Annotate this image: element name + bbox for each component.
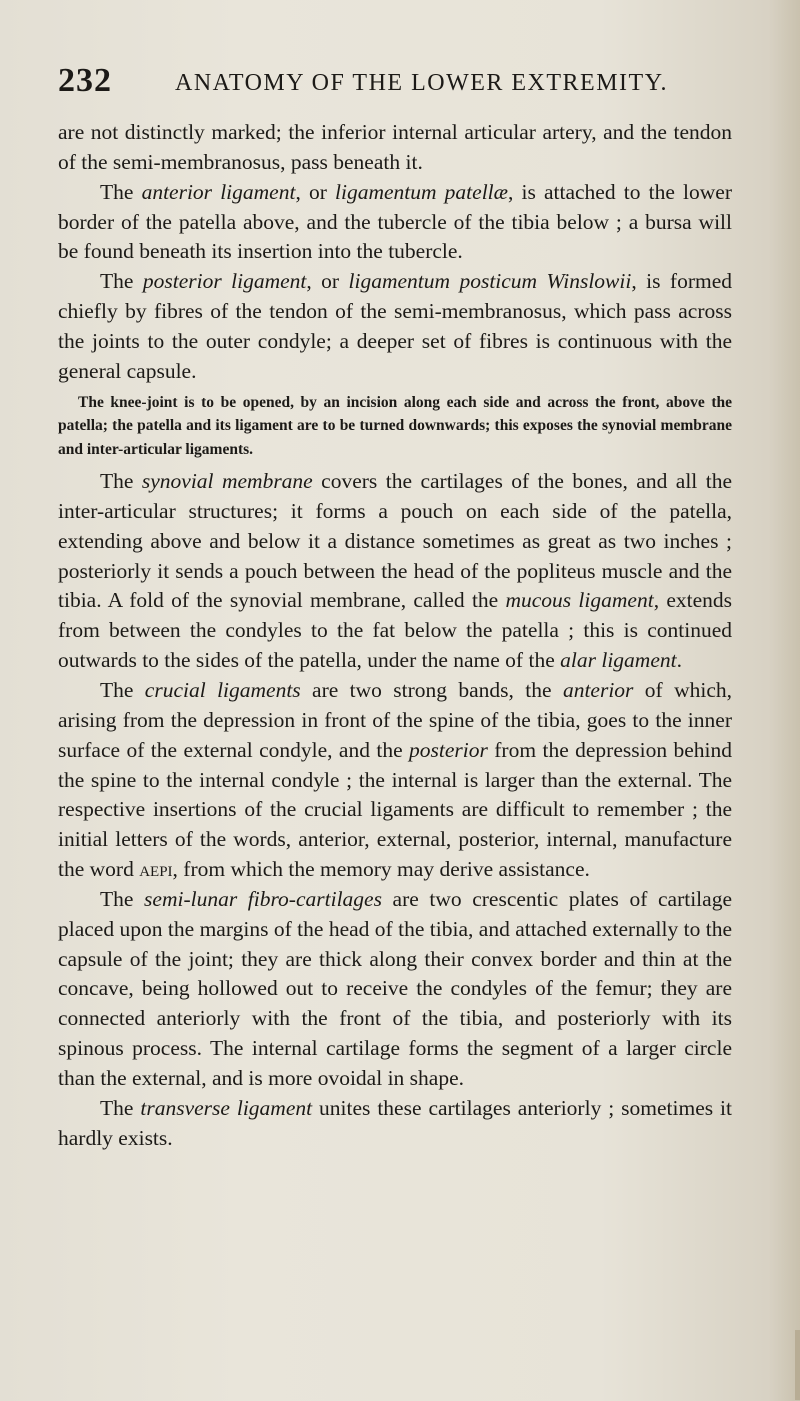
paragraph-posterior-ligament: [58, 267, 732, 386]
term-ligamentum-patellae: ligamentum patellæ: [335, 179, 508, 204]
dissection-note: The knee-joint is to be opened, by an incision along each side and across the front, above the patella; the patella and its ligament are to be turned downwards; this exposes the synovial membrane and inter-articular ligaments.: [58, 393, 732, 458]
page-edge-shadow: [795, 1330, 800, 1400]
term-alar-ligament: alar ligament: [560, 648, 677, 673]
text-run: of which, arising from the depression in front of the spine of the tibia, goes to the inner surface of the external condyle, and the: [58, 678, 732, 762]
paragraph-anterior-ligament: [58, 178, 732, 268]
text-run: , is attached to the lower border of the patella above, and the tubercle of the tibia below ; a bursa will be found beneath its insertion into the tubercle.: [58, 179, 732, 264]
text-run: .: [676, 648, 682, 673]
term-posterior-ligament: posterior ligament: [142, 269, 307, 294]
word-aepi: aepi: [139, 857, 173, 882]
term-semilunar-fibro-cartilages: semi-lunar fibro-cartilages: [144, 886, 382, 911]
text-run: , from which the memory may derive assistance.: [172, 857, 590, 882]
text-run: , or: [295, 179, 336, 204]
term-synovial-membrane: synovial membrane: [141, 469, 313, 494]
paragraph-transverse-ligament: [58, 1094, 732, 1154]
text-run: are two crescentic plates of cartilage placed upon the margins of the head of the tibia, and attached externally to the capsule of the joint; they are thick along their convex border and thin at the concave, being hollowed out to receive the condyles of the femur; they are connected anteriorly with the front of the tibia, and posteriorly with its spinous process. The internal cartilage forms the segment of a larger circle than the external, and is more ovoidal in shape.: [58, 886, 732, 1090]
term-anterior: anterior: [562, 678, 634, 702]
text-run: The: [100, 269, 143, 294]
body-text: [58, 118, 732, 1154]
text-run: covers the cartilages of the bones, and all the inter-articular structures; it forms a pouch on each side of the patella, extending above and below it a distance sometimes as great as two inches ; posteriorly it sends a pouch between the head of the popliteus muscle and the tibia. A fold of the synovial membrane, called the: [58, 469, 732, 613]
text-run: The: [100, 678, 145, 702]
term-transverse-ligament: transverse ligament: [140, 1095, 313, 1120]
term-ligamentum-posticum: ligamentum posticum Winslowii: [348, 269, 632, 294]
text-run: unites these cartilages anteriorly ; sometimes it hardly exists.: [58, 1095, 732, 1150]
text-run: The: [100, 1095, 141, 1120]
text-run: The: [100, 179, 142, 204]
text-run: , or: [306, 269, 349, 294]
term-crucial-ligaments: crucial ligaments: [144, 678, 301, 702]
paragraph-semilunar-cartilages: [58, 885, 732, 1094]
term-anterior-ligament: anterior ligament: [141, 179, 296, 204]
paragraph-crucial-ligaments: [58, 676, 732, 885]
page-header: [58, 62, 738, 106]
paragraph-continuation: are not distinctly marked; the inferior internal articular artery, and the tendon of the semi-membranosus, pass beneath it.: [58, 120, 732, 174]
text-run: The: [100, 469, 142, 494]
text-run: The: [100, 886, 145, 911]
term-posterior: posterior: [409, 737, 488, 762]
term-mucous-ligament: mucous ligament: [505, 588, 654, 613]
page-number: 232: [58, 62, 112, 99]
text-run: are two strong bands, the: [300, 678, 563, 702]
text-run: from the depression behind the spine to the internal condyle ; the internal is larger than the external. The respective insertions of the crucial ligaments are difficult to remember ; the initial letters of the words, anterior, external, posterior, internal, manufacture the word: [58, 737, 733, 882]
running-title: ANATOMY OF THE LOWER EXTREMITY.: [175, 70, 668, 96]
text-run: , is formed chiefly by fibres of the tendon of the semi-membranosus, which pass across the joints to the outer condyle; a deeper set of fibres is continuous with the general capsule.: [58, 269, 732, 383]
text-run: , extends from between the condyles to the fat below the patella ; this is continued outwards to the sides of the patella, under the name of the: [58, 588, 733, 673]
paragraph-synovial-membrane: [58, 467, 732, 676]
